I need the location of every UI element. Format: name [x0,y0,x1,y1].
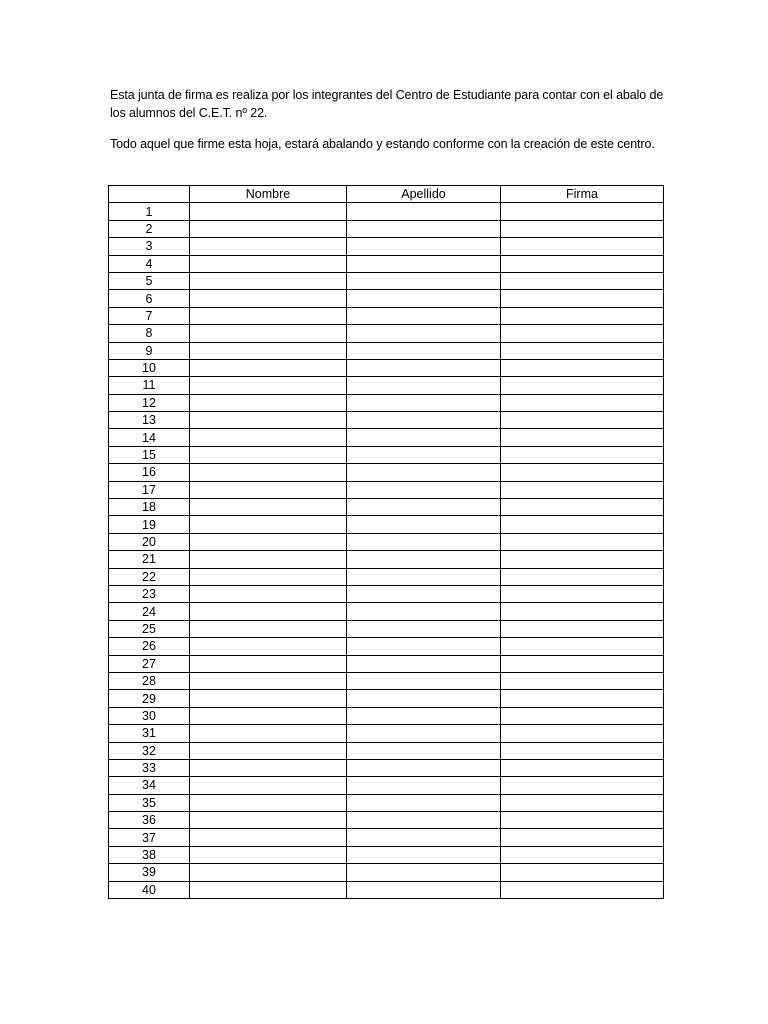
firma-cell [501,533,664,550]
row-number: 25 [109,620,190,637]
table-row [109,394,664,411]
table-row [109,220,664,237]
nombre-cell [190,481,347,498]
row-number: 38 [109,846,190,863]
firma-cell [501,412,664,429]
apellido-cell [347,707,501,724]
apellido-cell [347,533,501,550]
nombre-cell [190,638,347,655]
apellido-cell [347,412,501,429]
nombre-cell [190,272,347,289]
firma-cell [501,203,664,220]
firma-cell [501,551,664,568]
apellido-cell [347,725,501,742]
row-number: 3 [109,238,190,255]
table-row [109,412,664,429]
nombre-cell [190,446,347,463]
signature-table [108,185,664,899]
row-number: 34 [109,777,190,794]
row-number: 17 [109,481,190,498]
nombre-cell [190,794,347,811]
firma-cell [501,499,664,516]
firma-cell [501,307,664,324]
nombre-cell [190,742,347,759]
table-row [109,881,664,898]
apellido-cell [347,672,501,689]
firma-cell [501,359,664,376]
row-number: 29 [109,690,190,707]
firma-cell [501,725,664,742]
row-number: 21 [109,551,190,568]
firma-cell [501,464,664,481]
row-number: 39 [109,864,190,881]
nombre-cell [190,464,347,481]
header-apellido: Apellido [347,186,501,203]
firma-cell [501,672,664,689]
row-number: 32 [109,742,190,759]
nombre-cell [190,568,347,585]
header-number [109,186,190,203]
row-number: 15 [109,446,190,463]
table-row [109,464,664,481]
nombre-cell [190,238,347,255]
table-row [109,690,664,707]
row-number: 8 [109,325,190,342]
nombre-cell [190,255,347,272]
row-number: 11 [109,377,190,394]
firma-cell [501,759,664,776]
row-number: 14 [109,429,190,446]
table-row [109,603,664,620]
firma-cell [501,238,664,255]
table-row [109,446,664,463]
row-number: 35 [109,794,190,811]
table-row [109,725,664,742]
firma-cell [501,777,664,794]
firma-cell [501,516,664,533]
apellido-cell [347,759,501,776]
apellido-cell [347,881,501,898]
table-row [109,359,664,376]
firma-cell [501,272,664,289]
nombre-cell [190,864,347,881]
row-number: 27 [109,655,190,672]
firma-cell [501,620,664,637]
row-number: 5 [109,272,190,289]
row-number: 40 [109,881,190,898]
table-row [109,429,664,446]
nombre-cell [190,325,347,342]
row-number: 4 [109,255,190,272]
apellido-cell [347,829,501,846]
apellido-cell [347,325,501,342]
firma-cell [501,794,664,811]
firma-cell [501,812,664,829]
apellido-cell [347,777,501,794]
apellido-cell [347,464,501,481]
apellido-cell [347,238,501,255]
apellido-cell [347,429,501,446]
header-firma: Firma [501,186,664,203]
table-row [109,533,664,550]
table-row [109,203,664,220]
row-number: 9 [109,342,190,359]
row-number: 6 [109,290,190,307]
firma-cell [501,255,664,272]
row-number: 28 [109,672,190,689]
apellido-cell [347,290,501,307]
nombre-cell [190,690,347,707]
row-number: 37 [109,829,190,846]
nombre-cell [190,359,347,376]
table-row [109,672,664,689]
apellido-cell [347,690,501,707]
row-number: 36 [109,812,190,829]
row-number: 24 [109,603,190,620]
nombre-cell [190,759,347,776]
nombre-cell [190,707,347,724]
nombre-cell [190,672,347,689]
apellido-cell [347,307,501,324]
apellido-cell [347,620,501,637]
nombre-cell [190,307,347,324]
table-row [109,620,664,637]
table-row [109,342,664,359]
firma-cell [501,829,664,846]
nombre-cell [190,429,347,446]
row-number: 30 [109,707,190,724]
nombre-cell [190,551,347,568]
row-number: 16 [109,464,190,481]
nombre-cell [190,516,347,533]
apellido-cell [347,377,501,394]
table-row [109,238,664,255]
intro-paragraph-1: Esta junta de firma es realiza por los integrantes del Centro de Estudiante para contar con el abalo de los alumnos del C.E.T. nº 22. [110,88,664,120]
nombre-cell [190,812,347,829]
row-number: 12 [109,394,190,411]
firma-cell [501,881,664,898]
nombre-cell [190,725,347,742]
apellido-cell [347,568,501,585]
apellido-cell [347,203,501,220]
firma-cell [501,568,664,585]
nombre-cell [190,412,347,429]
nombre-cell [190,290,347,307]
apellido-cell [347,342,501,359]
table-row [109,377,664,394]
firma-cell [501,394,664,411]
apellido-cell [347,846,501,863]
apellido-cell [347,446,501,463]
nombre-cell [190,499,347,516]
firma-cell [501,707,664,724]
apellido-cell [347,481,501,498]
apellido-cell [347,812,501,829]
table-row [109,638,664,655]
row-number: 23 [109,585,190,602]
firma-cell [501,429,664,446]
table-row [109,307,664,324]
table-row [109,325,664,342]
apellido-cell [347,864,501,881]
firma-cell [501,655,664,672]
apellido-cell [347,551,501,568]
apellido-cell [347,255,501,272]
row-number: 13 [109,412,190,429]
apellido-cell [347,794,501,811]
firma-cell [501,864,664,881]
firma-cell [501,220,664,237]
table-header-row [109,186,664,203]
nombre-cell [190,585,347,602]
table-row [109,290,664,307]
nombre-cell [190,777,347,794]
apellido-cell [347,603,501,620]
apellido-cell [347,394,501,411]
row-number: 26 [109,638,190,655]
table-row [109,846,664,863]
nombre-cell [190,394,347,411]
firma-cell [501,742,664,759]
row-number: 2 [109,220,190,237]
table-row [109,499,664,516]
firma-cell [501,585,664,602]
header-nombre: Nombre [190,186,347,203]
table-row [109,794,664,811]
apellido-cell [347,220,501,237]
firma-cell [501,481,664,498]
row-number: 1 [109,203,190,220]
apellido-cell [347,585,501,602]
nombre-cell [190,846,347,863]
table-row [109,568,664,585]
table-row [109,759,664,776]
apellido-cell [347,638,501,655]
table-row [109,777,664,794]
nombre-cell [190,377,347,394]
intro-paragraph-2: Todo aquel que firme esta hoja, estará abalando y estando conforme con la creación de este centro. [110,137,655,151]
nombre-cell [190,342,347,359]
apellido-cell [347,655,501,672]
apellido-cell [347,516,501,533]
row-number: 18 [109,499,190,516]
apellido-cell [347,499,501,516]
row-number: 10 [109,359,190,376]
row-number: 33 [109,759,190,776]
row-number: 20 [109,533,190,550]
table-row [109,829,664,846]
firma-cell [501,325,664,342]
table-row [109,272,664,289]
firma-cell [501,690,664,707]
table-row [109,551,664,568]
firma-cell [501,446,664,463]
firma-cell [501,342,664,359]
table-row [109,655,664,672]
row-number: 31 [109,725,190,742]
row-number: 19 [109,516,190,533]
table-row [109,707,664,724]
firma-cell [501,377,664,394]
nombre-cell [190,220,347,237]
table-row [109,742,664,759]
row-number: 22 [109,568,190,585]
table-row [109,481,664,498]
nombre-cell [190,603,347,620]
table-body [109,203,664,899]
table-row [109,516,664,533]
table-row [109,812,664,829]
table-row [109,255,664,272]
firma-cell [501,846,664,863]
apellido-cell [347,359,501,376]
nombre-cell [190,620,347,637]
table-row [109,864,664,881]
apellido-cell [347,272,501,289]
firma-cell [501,290,664,307]
firma-cell [501,603,664,620]
nombre-cell [190,881,347,898]
table-row [109,585,664,602]
nombre-cell [190,655,347,672]
apellido-cell [347,742,501,759]
row-number: 7 [109,307,190,324]
nombre-cell [190,829,347,846]
nombre-cell [190,533,347,550]
firma-cell [501,638,664,655]
nombre-cell [190,203,347,220]
